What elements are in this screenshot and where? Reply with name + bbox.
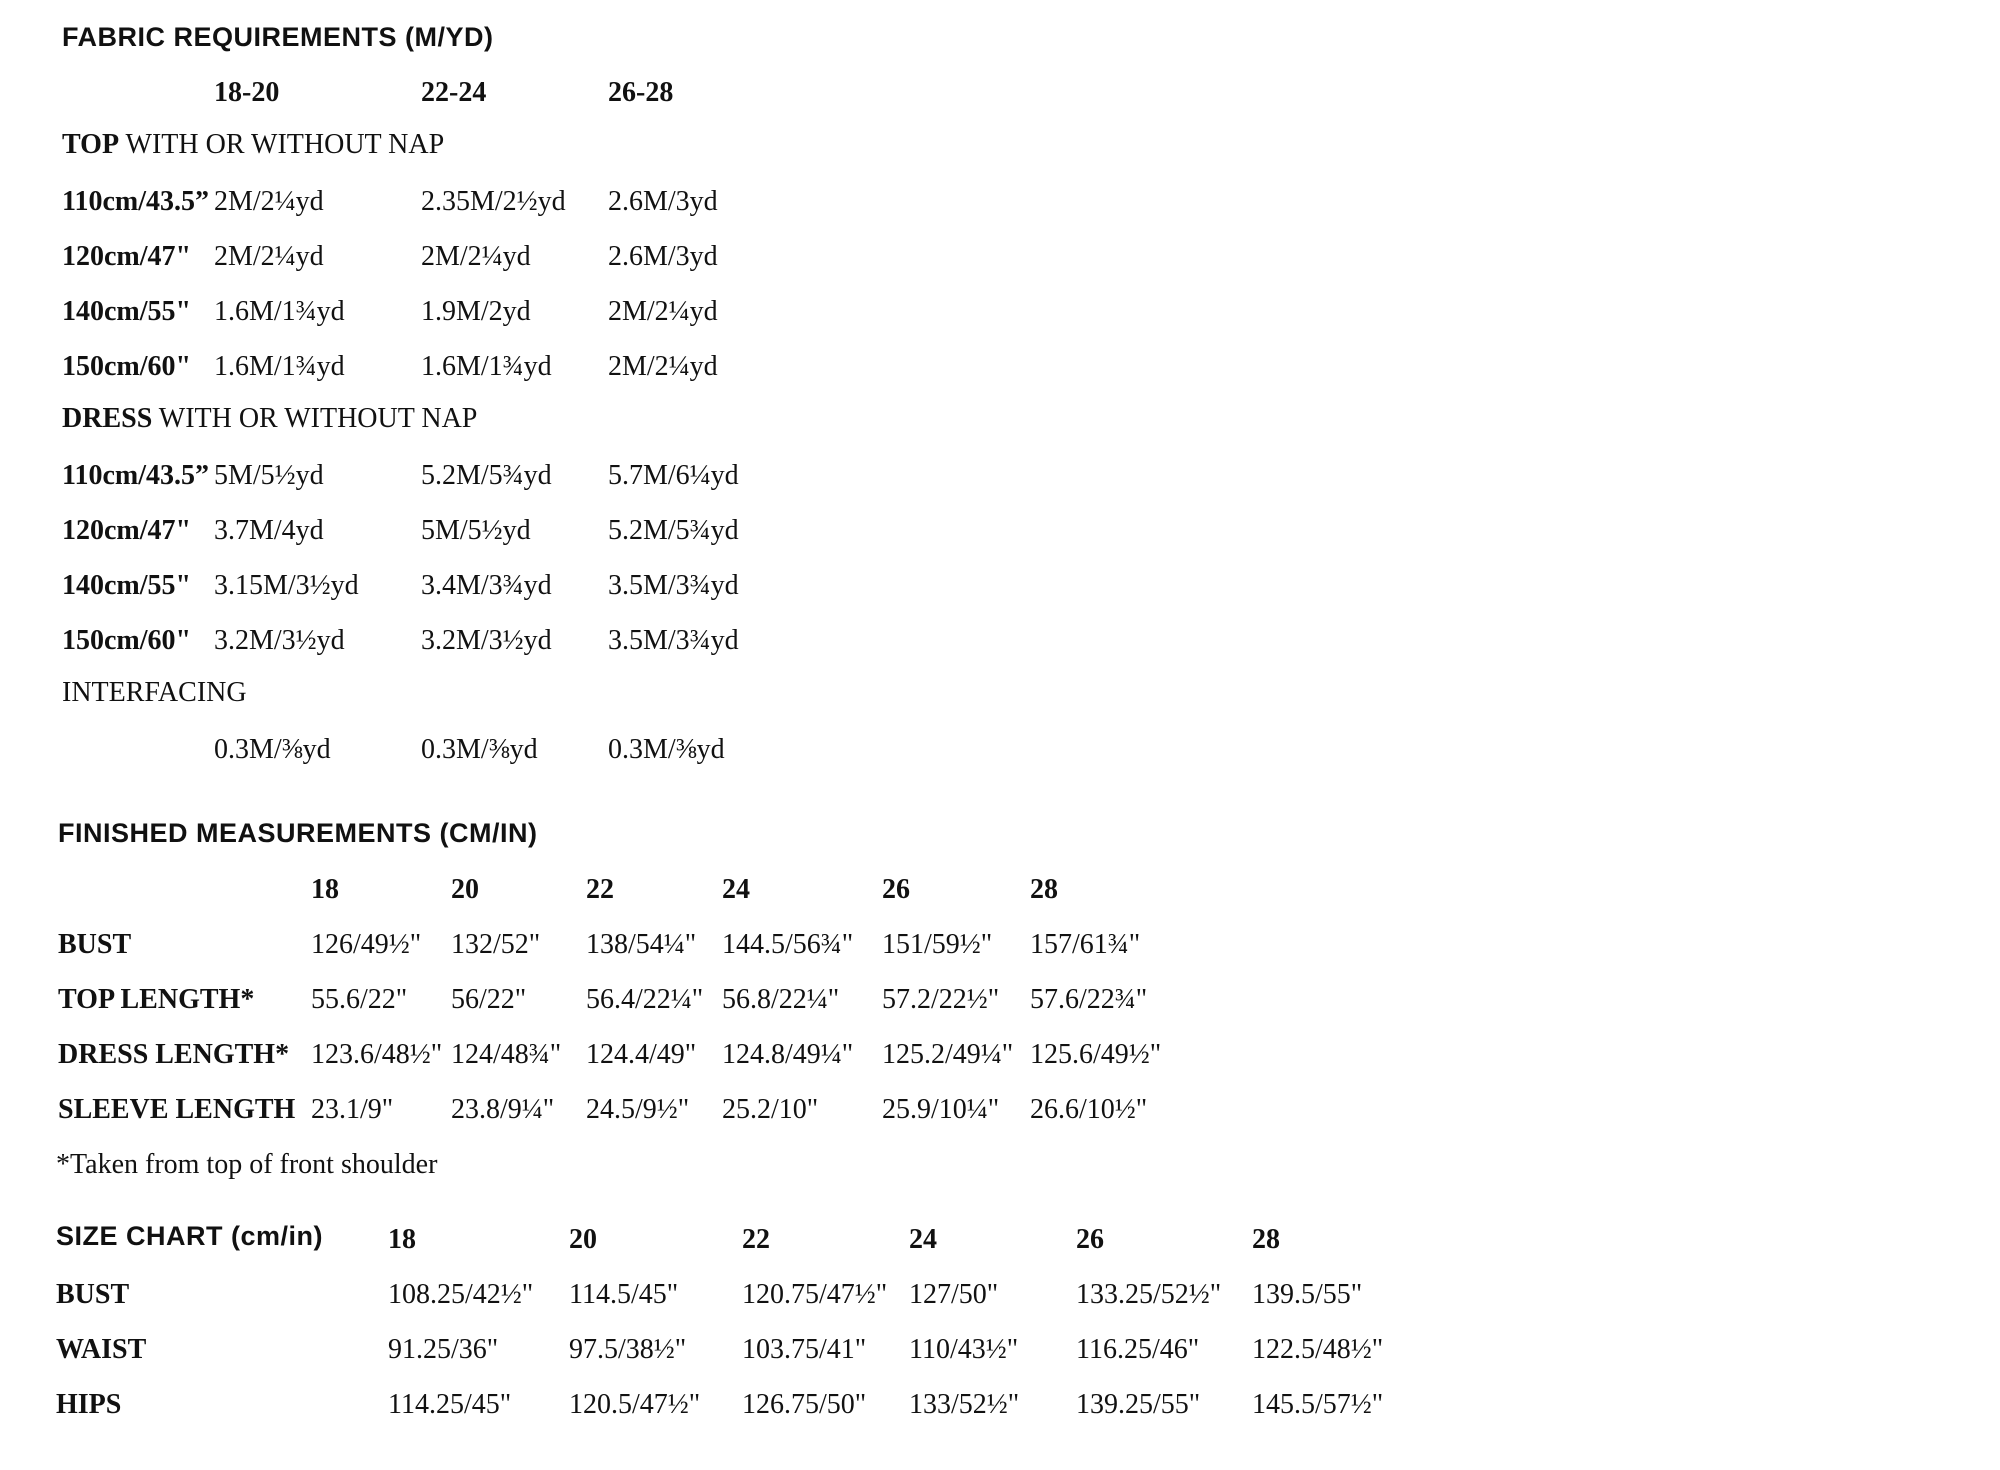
table-cell: 0.3M/⅜yd xyxy=(608,734,725,765)
size-chart-size-header: 18 xyxy=(388,1224,416,1255)
table-cell: 0.3M/⅜yd xyxy=(214,734,331,765)
table-cell: 0.3M/⅜yd xyxy=(421,734,538,765)
table-cell: 3.2M/3½yd xyxy=(214,625,345,656)
table-cell: 1.9M/2yd xyxy=(421,296,531,327)
interfacing-label: INTERFACING xyxy=(62,677,247,708)
size-chart-label: BUST xyxy=(56,1279,130,1310)
table-cell: 103.75/41" xyxy=(742,1334,867,1365)
table-cell: 151/59½" xyxy=(882,929,993,960)
table-cell: 2.35M/2½yd xyxy=(421,186,566,217)
table-cell: 25.9/10¼" xyxy=(882,1094,1000,1125)
size-chart-size-header: 28 xyxy=(1252,1224,1280,1255)
table-cell: 23.1/9" xyxy=(311,1094,394,1125)
table-cell: 2M/2¼yd xyxy=(214,186,324,217)
table-cell: 56.4/22¼" xyxy=(586,984,704,1015)
finished-size-header: 22 xyxy=(586,874,614,905)
table-cell: 3.2M/3½yd xyxy=(421,625,552,656)
table-cell: 23.8/9¼" xyxy=(451,1094,555,1125)
table-cell: 108.25/42½" xyxy=(388,1279,534,1310)
table-cell: 3.4M/3¾yd xyxy=(421,570,552,601)
table-cell: 5.2M/5¾yd xyxy=(421,460,552,491)
finished-size-header: 18 xyxy=(311,874,339,905)
table-cell: 122.5/48½" xyxy=(1252,1334,1384,1365)
table-cell: 127/50" xyxy=(909,1279,999,1310)
table-cell: 1.6M/1¾yd xyxy=(214,296,345,327)
measurement-label: DRESS LENGTH* xyxy=(58,1039,290,1070)
table-cell: 3.5M/3¾yd xyxy=(608,570,739,601)
table-cell: 57.6/22¾" xyxy=(1030,984,1148,1015)
table-cell: 126.75/50" xyxy=(742,1389,867,1420)
table-cell: 125.2/49¼" xyxy=(882,1039,1014,1070)
table-cell: 1.6M/1¾yd xyxy=(421,351,552,382)
finished-size-header: 20 xyxy=(451,874,479,905)
table-cell: 2M/2¼yd xyxy=(214,241,324,272)
size-chart-size-header: 20 xyxy=(569,1224,597,1255)
table-cell: 2M/2¼yd xyxy=(608,296,718,327)
table-cell: 124/48¾" xyxy=(451,1039,562,1070)
dress-label-rest: WITH OR WITHOUT NAP xyxy=(152,403,478,434)
table-cell: 5.2M/5¾yd xyxy=(608,515,739,546)
table-cell: 133.25/52½" xyxy=(1076,1279,1222,1310)
fabric-width-label: 140cm/55" xyxy=(62,296,192,327)
finished-size-header: 24 xyxy=(722,874,750,905)
table-cell: 1.6M/1¾yd xyxy=(214,351,345,382)
table-cell: 145.5/57½" xyxy=(1252,1389,1384,1420)
fabric-width-label: 140cm/55" xyxy=(62,570,192,601)
table-cell: 97.5/38½" xyxy=(569,1334,687,1365)
table-cell: 138/54¼" xyxy=(586,929,697,960)
table-cell: 3.15M/3½yd xyxy=(214,570,359,601)
table-cell: 2.6M/3yd xyxy=(608,186,718,217)
table-cell: 126/49½" xyxy=(311,929,422,960)
table-cell: 139.5/55" xyxy=(1252,1279,1363,1310)
fabric-width-label: 120cm/47" xyxy=(62,515,192,546)
table-cell: 5M/5½yd xyxy=(214,460,324,491)
table-cell: 157/61¾" xyxy=(1030,929,1141,960)
table-cell: 124.8/49¼" xyxy=(722,1039,854,1070)
table-cell: 26.6/10½" xyxy=(1030,1094,1148,1125)
table-cell: 114.25/45" xyxy=(388,1389,512,1420)
table-cell: 110/43½" xyxy=(909,1334,1019,1365)
footnote: *Taken from top of front shoulder xyxy=(56,1149,438,1180)
table-cell: 3.7M/4yd xyxy=(214,515,324,546)
size-chart-label: HIPS xyxy=(56,1389,122,1420)
table-cell: 56.8/22¼" xyxy=(722,984,840,1015)
finished-size-header: 26 xyxy=(882,874,910,905)
dress-label-bold: DRESS xyxy=(62,403,153,434)
fabric-width-label: 120cm/47" xyxy=(62,241,192,272)
table-cell: 133/52½" xyxy=(909,1389,1020,1420)
top-label-rest: WITH OR WITHOUT NAP xyxy=(119,129,445,160)
size-chart-size-header: 24 xyxy=(909,1224,937,1255)
size-chart-size-header: 26 xyxy=(1076,1224,1104,1255)
top-label-bold: TOP xyxy=(62,129,120,160)
fabric-heading: FABRIC REQUIREMENTS (M/YD) xyxy=(62,22,494,52)
table-cell: 2M/2¼yd xyxy=(421,241,531,272)
table-cell: 123.6/48½" xyxy=(311,1039,443,1070)
table-cell: 3.5M/3¾yd xyxy=(608,625,739,656)
table-cell: 124.4/49" xyxy=(586,1039,697,1070)
finished-size-header: 28 xyxy=(1030,874,1058,905)
table-cell: 144.5/56¾" xyxy=(722,929,854,960)
fabric-width-label: 110cm/43.5” xyxy=(62,186,209,217)
fabric-size-header: 22-24 xyxy=(421,77,487,108)
table-cell: 120.5/47½" xyxy=(569,1389,701,1420)
size-chart-heading: SIZE CHART (cm/in) xyxy=(56,1221,324,1251)
measurement-label: BUST xyxy=(58,929,132,960)
table-cell: 5M/5½yd xyxy=(421,515,531,546)
dress-section-label xyxy=(62,405,477,433)
table-cell: 25.2/10" xyxy=(722,1094,819,1125)
fabric-width-label: 110cm/43.5” xyxy=(62,460,209,491)
fabric-width-label: 150cm/60" xyxy=(62,351,192,382)
table-cell: 120.75/47½" xyxy=(742,1279,888,1310)
finished-heading: FINISHED MEASUREMENTS (CM/IN) xyxy=(58,818,538,848)
fabric-width-label: 150cm/60" xyxy=(62,625,192,656)
top-section-label xyxy=(62,131,444,159)
table-cell: 56/22" xyxy=(451,984,527,1015)
table-cell: 2.6M/3yd xyxy=(608,241,718,272)
fabric-size-header: 26-28 xyxy=(608,77,674,108)
table-cell: 116.25/46" xyxy=(1076,1334,1200,1365)
table-cell: 132/52" xyxy=(451,929,541,960)
size-chart-label: WAIST xyxy=(56,1334,147,1365)
fabric-size-header: 18-20 xyxy=(214,77,280,108)
table-cell: 5.7M/6¼yd xyxy=(608,460,739,491)
table-cell: 139.25/55" xyxy=(1076,1389,1201,1420)
table-cell: 125.6/49½" xyxy=(1030,1039,1162,1070)
table-cell: 2M/2¼yd xyxy=(608,351,718,382)
table-cell: 57.2/22½" xyxy=(882,984,1000,1015)
table-cell: 24.5/9½" xyxy=(586,1094,690,1125)
size-chart-size-header: 22 xyxy=(742,1224,770,1255)
table-cell: 55.6/22" xyxy=(311,984,408,1015)
table-cell: 91.25/36" xyxy=(388,1334,499,1365)
measurement-label: TOP LENGTH* xyxy=(58,984,255,1015)
measurement-label: SLEEVE LENGTH xyxy=(58,1094,296,1125)
table-cell: 114.5/45" xyxy=(569,1279,679,1310)
